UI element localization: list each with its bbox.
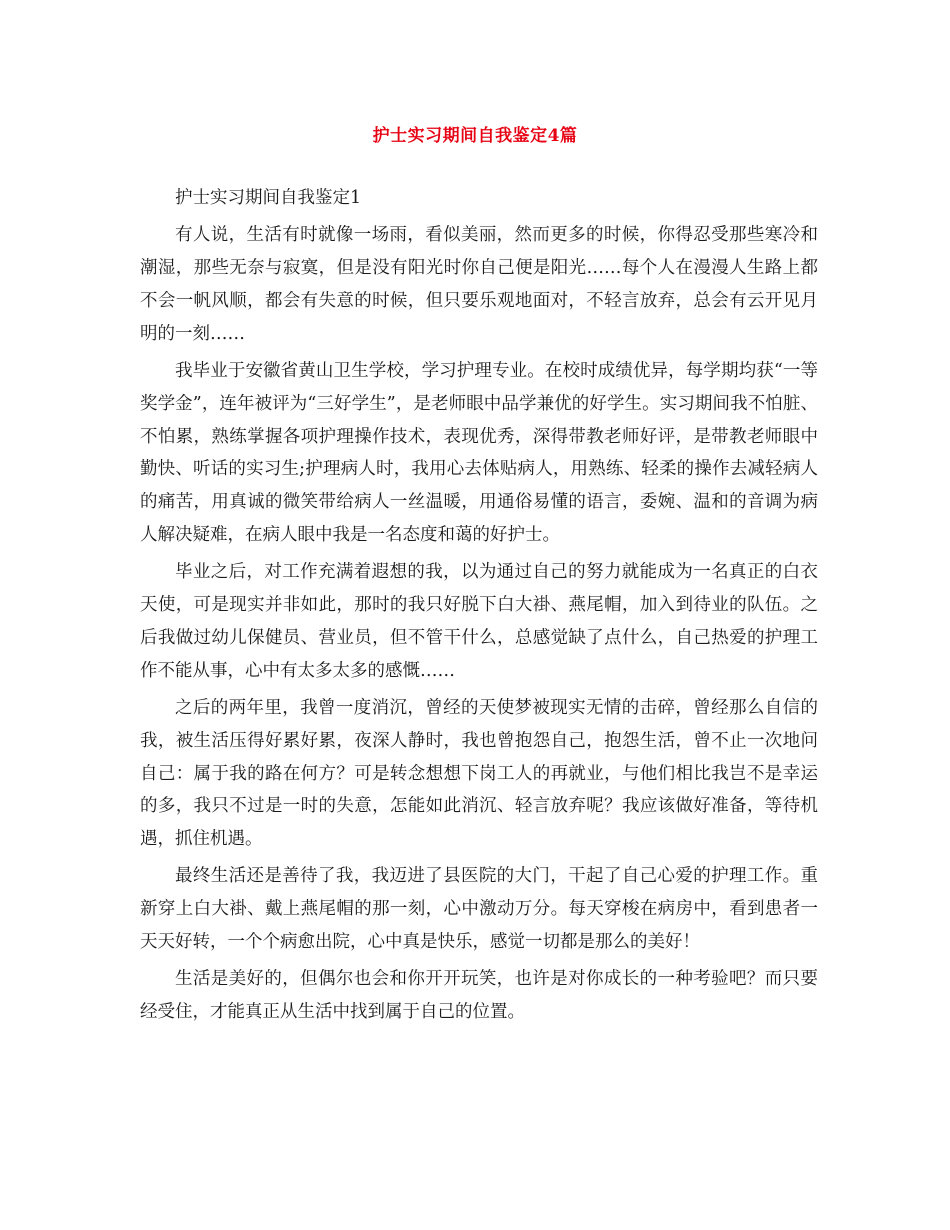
paragraph: 有人说，生活有时就像一场雨，看似美丽，然而更多的时候，你得忍受那些寒冷和潮湿，那些无奈与寂寞，但是没有阳光时你自己便是阳光……每个人在漫漫人生路上都不会一帆风顺，都会有失意的时候，但只要乐观地面对，不轻言放弃，总会有云开见月明的一刻……	[140, 225, 818, 344]
section-heading: 护士实习期间自我鉴定1	[175, 188, 362, 208]
paragraph: 生活是美好的，但偶尔也会和你开开玩笑，也许是对你成长的一种考验吧？而只要经受住，才能真正从生活中找到属于自己的位置。	[140, 969, 818, 1023]
paragraph: 毕业之后，对工作充满着遐想的我，以为通过自己的努力就能成为一名真正的白衣天使，可是现实并非如此，那时的我只好脱下白大褂、燕尾帽，加入到待业的队伍。之后我做过幼儿保健员、营业员，但不管干什么，总感觉缺了点什么，自己热爱的护理工作不能从事，心中有太多太多的感慨……	[140, 562, 818, 681]
document-title: 护士实习期间自我鉴定4篇	[372, 126, 578, 146]
paragraph: 最终生活还是善待了我，我迈进了县医院的大门，干起了自己心爱的护理工作。重新穿上白大褂、戴上燕尾帽的那一刻，心中激动万分。每天穿梭在病房中，看到患者一天天好转，一个个病愈出院，心中真是快乐，感觉一切都是那么的美好！	[140, 866, 818, 953]
paragraph: 之后的两年里，我曾一度消沉，曾经的天使梦被现实无情的击碎，曾经那么自信的我，被生活压得好累好累，夜深人静时，我也曾抱怨自己，抱怨生活，曾不止一次地问自己：属于我的路在何方？可是转念想想下岗工人的再就业，与他们相比我岂不是幸运的多，我只不过是一时的失意，怎能如此消沉、轻言放弃呢？我应该做好准备，等待机遇，抓住机遇。	[140, 697, 818, 850]
paragraph: 我毕业于安徽省黄山卫生学校，学习护理专业。在校时成绩优异，每学期均获“一等奖学金”，连年被评为“三好学生”，是老师眼中品学兼优的好学生。实习期间我不怕脏、不怕累，熟练掌握各项护理操作技术，表现优秀，深得带教老师好评，是带教老师眼中勤快、听话的实习生;护理病人时，我用心去体贴病人，用熟练、轻柔的操作去减轻病人的痛苦，用真诚的微笑带给病人一丝温暖，用通俗易懂的语言，委婉、温和的音调为病人解决疑难，在病人眼中我是一名态度和蔼的好护士。	[140, 360, 818, 545]
document-body	[140, 182, 818, 1033]
